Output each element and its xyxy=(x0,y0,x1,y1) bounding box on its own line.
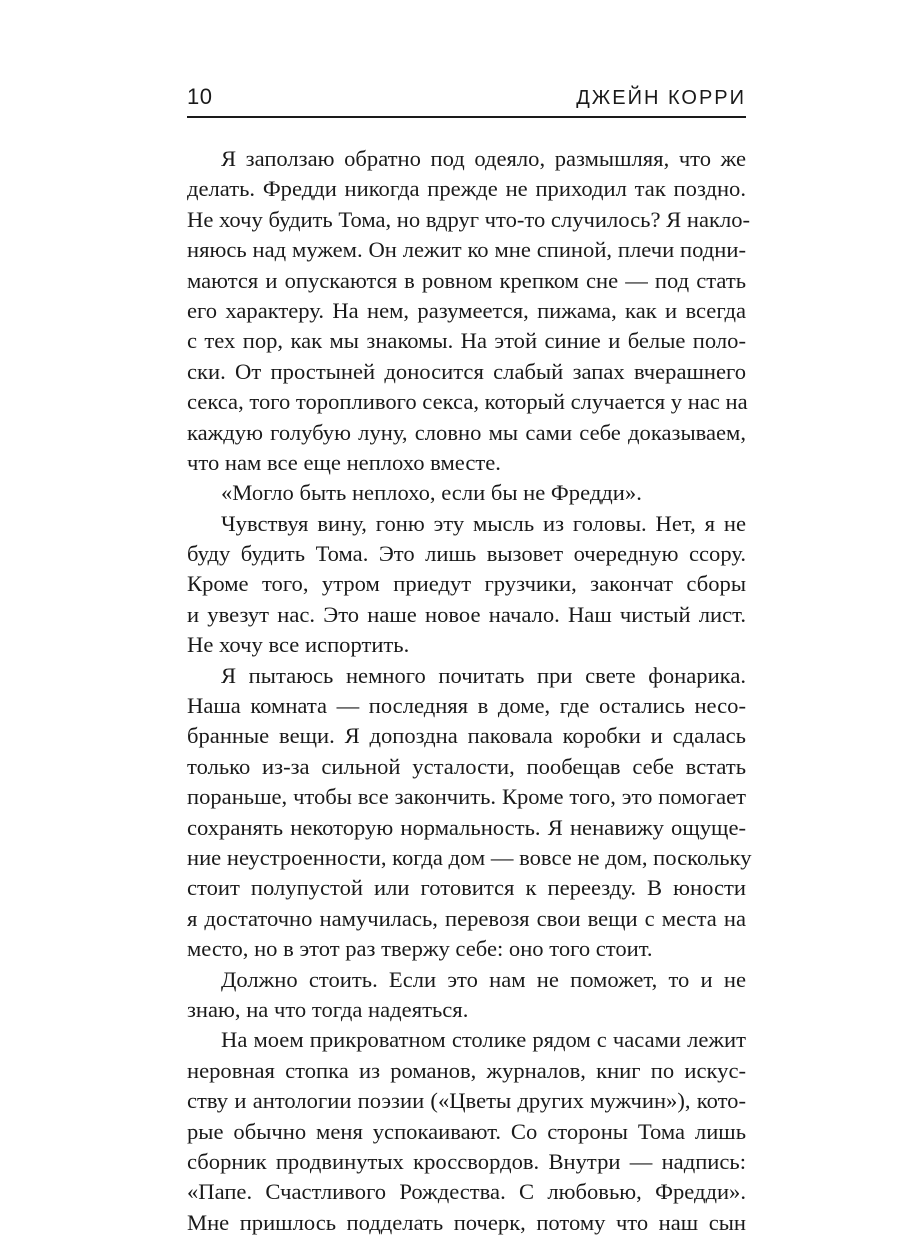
text-line: Я заползаю обратно под одеяло, размышляя, что же xyxy=(221,146,746,171)
text-line: На моем прикроватном столике рядом с часами лежит xyxy=(221,1027,746,1053)
text-line: делать. Фредди никогда прежде не приходил так поздно. xyxy=(187,176,746,202)
text-line: его характеру. На нем, разумеется, пижама, как и всегда xyxy=(187,297,746,323)
text-line: ски. От простыней доносится слабый запах вчерашнего xyxy=(187,358,746,384)
text-line: и увезут нас. Это наше новое начало. Наш чистый лист. xyxy=(187,601,746,627)
text-line: «Могло быть неплохо, если бы не Фредди». xyxy=(221,480,642,506)
text-line: сборник продвинутых кроссвордов. Внутри — надпись: xyxy=(187,1148,746,1174)
text-line: Кроме того, утром приедут грузчики, закончат сборы xyxy=(187,571,746,597)
text-line: что нам все еще неплохо вместе. xyxy=(187,449,501,475)
text-line: Мне пришлось подделать почерк, потому что наш сын xyxy=(187,1209,746,1235)
text-line: ние неустроенности, когда дом — вовсе не дом, поскольку xyxy=(187,844,752,870)
text-line: рые обычно меня успокаивают. Со стороны Тома лишь xyxy=(187,1118,746,1144)
text-line: место, но в этот раз твержу себе: оно того стоит. xyxy=(187,936,653,962)
text-line: Я пытаюсь немного почитать при свете фонарика. xyxy=(221,662,746,688)
text-line: Наша комната — последняя в доме, где остались несо- xyxy=(187,693,746,719)
text-line: Чувствуя вину, гоню эту мысль из головы. Нет, я не xyxy=(221,510,746,536)
text-line: Не хочу все испортить. xyxy=(187,632,410,658)
text-line: неровная стопка из романов, журналов, книг по искус- xyxy=(187,1057,746,1083)
text-line: Не хочу будить Тома, но вдруг что-то случилось? Я накло- xyxy=(187,206,751,232)
text-line: маются и опускаются в ровном крепком сне — под стать xyxy=(187,267,746,293)
body-text xyxy=(187,144,752,1238)
text-line: бранные вещи. Я допоздна паковала коробки и сдалась xyxy=(187,723,746,749)
text-line: секса, того торопливого секса, который случается у нас на xyxy=(187,389,748,415)
text-line: только из-за сильной усталости, пообещав себе встать xyxy=(187,753,746,779)
text-line: я достаточно намучилась, перевозя свои вещи с места на xyxy=(187,905,746,931)
text-line: «Папе. Счастливого Рождества. С любовью, Фредди». xyxy=(187,1179,746,1205)
header-rule xyxy=(187,116,746,118)
text-line: ству и антологии поэзии («Цветы других мужчин»), кото- xyxy=(187,1088,746,1114)
text-line: с тех пор, как мы знакомы. На этой синие и белые поло- xyxy=(187,328,746,354)
text-line: стоит полупустой или готовится к переезду. В юности xyxy=(187,875,746,901)
running-head xyxy=(187,84,746,118)
text-line: каждую голубую луну, словно мы сами себе доказываем, xyxy=(187,419,746,445)
text-line: сохранять некоторую нормальность. Я ненавижу ощуще- xyxy=(187,814,746,840)
text-line: знаю, на что тогда надеяться. xyxy=(187,996,469,1022)
author-name: ДЖЕЙН КОРРИ xyxy=(576,87,746,109)
text-line: Должно стоить. Если это нам не поможет, то и не xyxy=(221,966,746,992)
text-line: буду будить Тома. Это лишь вызовет очередную ссору. xyxy=(187,541,746,567)
text-line: пораньше, чтобы все закончить. Кроме того, это помогает xyxy=(187,784,746,810)
page-number: 10 xyxy=(187,84,213,109)
text-line: няюсь над мужем. Он лежит ко мне спиной, плечи подни- xyxy=(187,237,746,263)
